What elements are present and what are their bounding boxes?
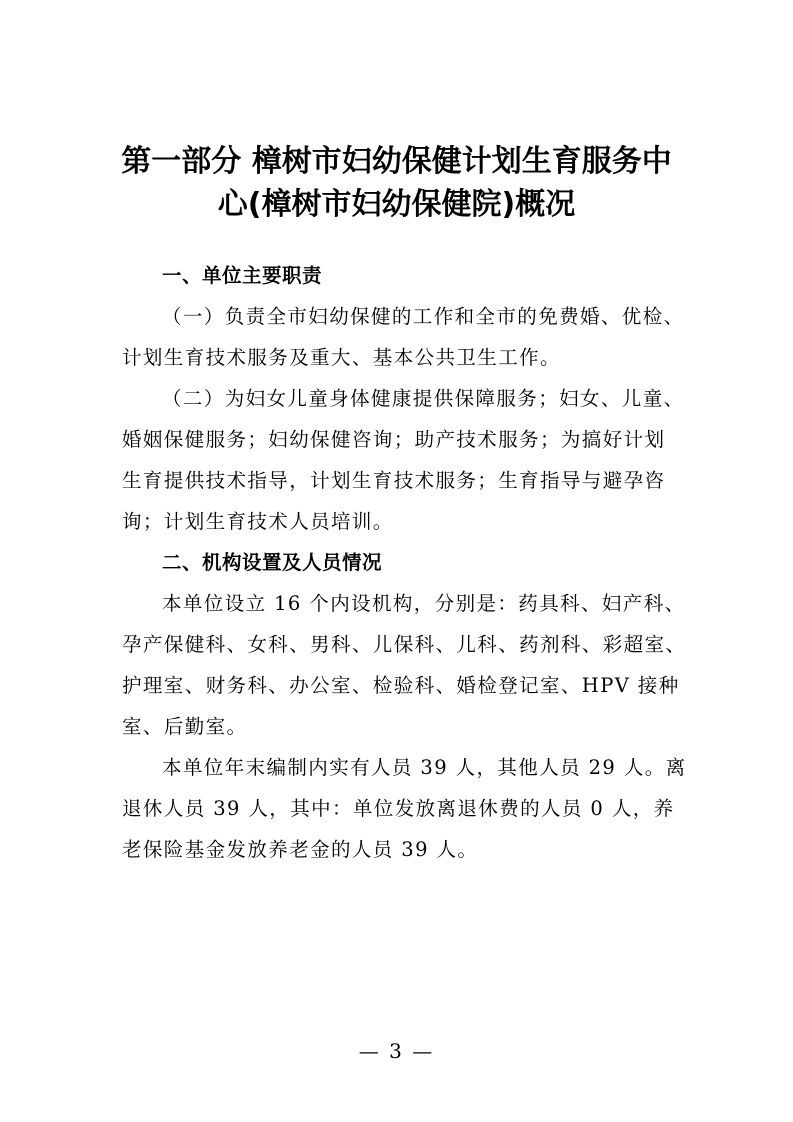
title-line-1: 第一部分 樟树市妇幼保健计划生育服务中	[121, 144, 672, 179]
paragraph-line: 本单位设立 16 个内设机构，分别是：药具科、妇产科、	[162, 592, 686, 615]
paragraph-departments	[122, 583, 687, 747]
paragraph-duty-1	[122, 296, 685, 378]
paragraph-line: 本单位年末编制内实有人员 39 人，其他人员 29 人。离	[162, 756, 687, 779]
document-title	[110, 140, 683, 226]
paragraph-line: 老保险基金发放养老金的人员 39 人。	[122, 838, 479, 861]
paragraph-line: 婚姻保健服务；妇幼保健咨询；助产技术服务；为搞好计划	[122, 428, 666, 451]
title-line-2: 心(樟树市妇幼保健院)概况	[217, 187, 576, 222]
paragraph-line: （二）为妇女儿童身体健康提供保障服务；妇女、儿童、	[162, 387, 685, 410]
paragraph-staffing	[122, 747, 687, 870]
paragraph-line: 退休人员 39 人，其中：单位发放离退休费的人员 0 人，养	[122, 797, 675, 820]
paragraph-line: 生育提供技术指导，计划生育技术服务；生育指导与避孕咨	[122, 469, 666, 492]
paragraph-line: 询；计划生育技术人员培训。	[122, 510, 394, 533]
section-heading-duties: 一、单位主要职责	[162, 264, 323, 287]
paragraph-duty-2	[122, 378, 685, 542]
paragraph-line: 孕产保健科、女科、男科、儿保科、儿科、药剂科、彩超室、	[122, 633, 687, 656]
paragraph-line: （一）负责全市妇幼保健的工作和全市的免费婚、优检、	[162, 305, 685, 328]
document-body	[122, 255, 687, 870]
paragraph-line: 室、后勤室。	[122, 715, 248, 738]
paragraph-line: 计划生育技术服务及重大、基本公共卫生工作。	[122, 346, 561, 369]
paragraph-line: 护理室、财务科、办公室、检验科、婚检登记室、HPV 接种	[122, 674, 680, 697]
section-heading-organization: 二、机构设置及人员情况	[162, 551, 383, 574]
page-number: — 3 —	[358, 1039, 435, 1063]
